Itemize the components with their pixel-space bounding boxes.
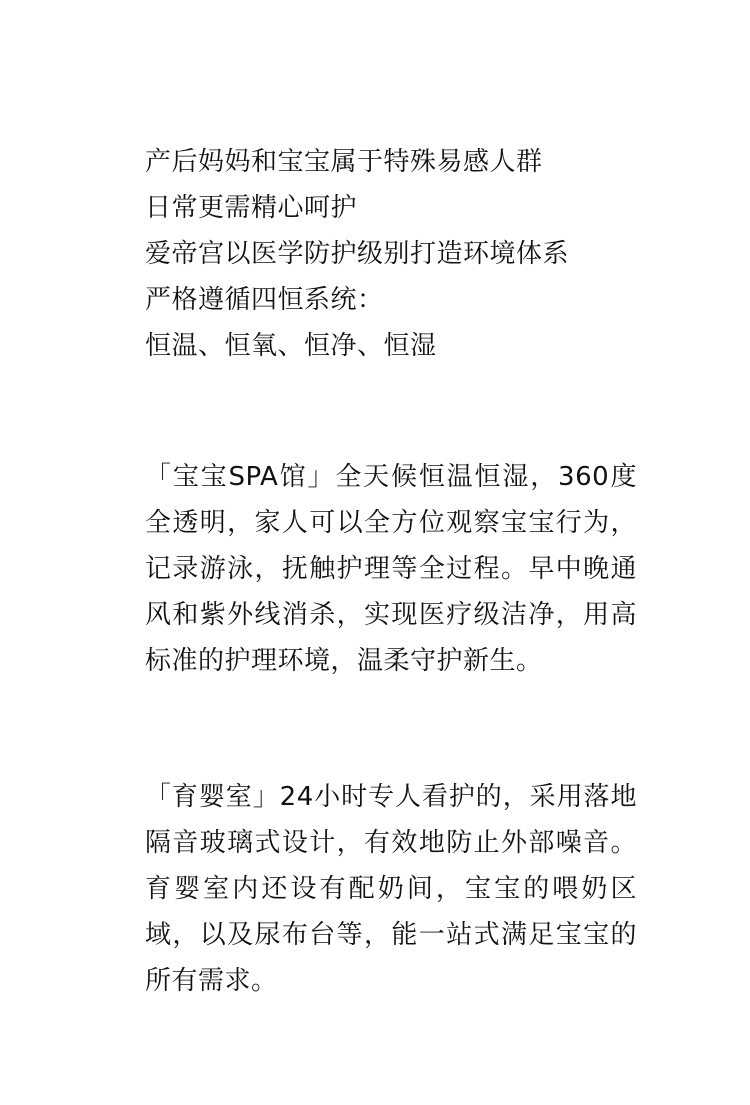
intro-line: 爱帝宫以医学防护级别打造环境体系 xyxy=(145,239,570,269)
intro-line: 恒温、恒氧、恒净、恒湿 xyxy=(145,331,437,361)
intro-line: 日常更需精心呵护 xyxy=(145,193,358,223)
intro-block xyxy=(145,139,665,369)
nursery-paragraph: 「育婴室」24小时专人看护的，采用落地隔音玻璃式设计，有效地防止外部噪音。育婴室内还设有配奶间，宝宝的喂奶区域，以及尿布台等，能一站式满足宝宝的所有需求。 xyxy=(145,782,637,996)
baby-spa-paragraph: 「宝宝SPA馆」全天候恒温恒湿，360度全透明，家人可以全方位观察宝宝行为，记录游泳，抚触护理等全过程。早中晚通风和紫外线消杀，实现医疗级洁净，用高标准的护理环境，温柔守护新生。 xyxy=(145,462,637,676)
intro-line: 产后妈妈和宝宝属于特殊易感人群 xyxy=(145,147,543,177)
intro-line: 严格遵循四恒系统： xyxy=(145,285,384,315)
